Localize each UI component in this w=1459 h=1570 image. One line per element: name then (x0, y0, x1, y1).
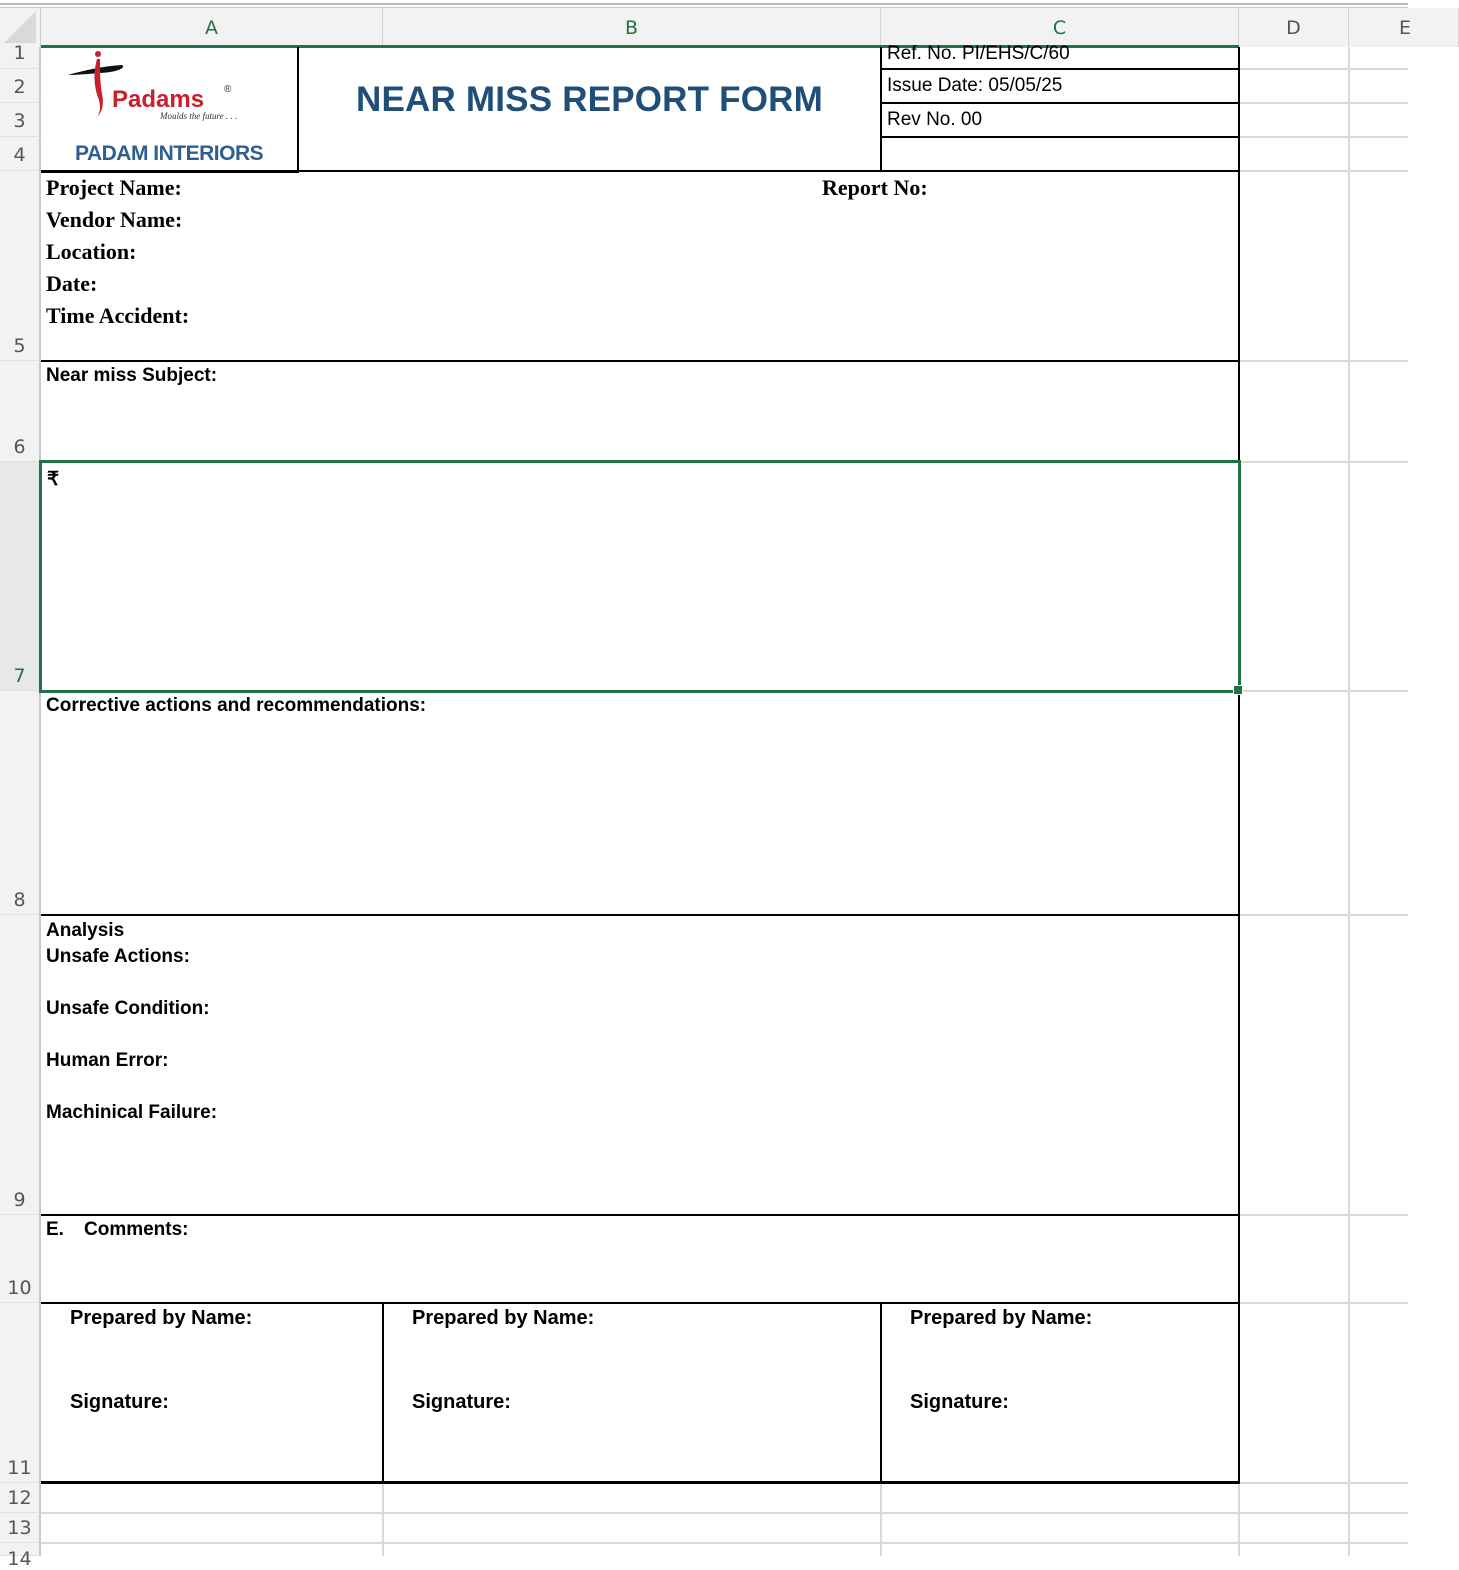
column-label: C (1052, 16, 1067, 39)
row-header-11[interactable] (0, 1303, 41, 1483)
row-header-3[interactable] (0, 103, 41, 137)
column-header-c[interactable] (881, 8, 1239, 47)
signoff-1-name-label: Prepared by Name: (70, 1307, 253, 1329)
gridline (1239, 136, 1408, 138)
report-no-label: Report No: (822, 175, 928, 200)
signoff-2-name-label: Prepared by Name: (412, 1307, 595, 1329)
analysis-heading: Analysis (46, 920, 125, 941)
gridline (382, 1483, 384, 1556)
signoff-1-signature-label: Signature: (70, 1391, 169, 1413)
row-label: 1 (13, 42, 26, 64)
date-label: Date: (46, 271, 98, 296)
logo-registered-mark: ® (224, 84, 232, 95)
row-label: 10 (7, 1277, 32, 1299)
project-name-label: Project Name: (46, 175, 182, 200)
gridline (1239, 102, 1408, 104)
gridline (1238, 1483, 1240, 1556)
meta-empty-cell[interactable] (882, 138, 1238, 170)
ref-no: Ref. No. PI/EHS/C/60 (887, 43, 1070, 64)
signoff-2-signature-label: Signature: (412, 1391, 511, 1413)
rev-no: Rev No. 00 (887, 109, 983, 130)
row-header-2[interactable] (0, 69, 41, 103)
window-top-rule (0, 3, 1408, 5)
row-header-10[interactable] (0, 1215, 41, 1303)
row-header-8[interactable] (0, 691, 41, 915)
gridline (1239, 1302, 1408, 1304)
row-label: 9 (13, 1189, 26, 1211)
row-header-14[interactable] (0, 1543, 41, 1570)
corrective-actions-label: Corrective actions and recommendations: (46, 695, 427, 716)
row-label: 7 (13, 665, 26, 687)
time-accident-label: Time Accident: (46, 303, 190, 328)
row-label: 8 (13, 889, 26, 911)
near-miss-subject-label: Near miss Subject: (46, 365, 218, 386)
logo-company-name: PADAM INTERIORS (75, 142, 264, 165)
row-label: 11 (7, 1457, 32, 1479)
column-label: E (1399, 16, 1412, 39)
logo-brand: Padams (112, 86, 205, 113)
signoff-3-signature-label: Signature: (910, 1391, 1009, 1413)
comments-prefix: E. (46, 1219, 64, 1240)
row-label: 3 (13, 110, 26, 132)
row-header-5[interactable] (0, 171, 41, 361)
comments-label: Comments: (84, 1219, 189, 1240)
row-header-13[interactable] (0, 1513, 41, 1543)
section-divider (41, 1214, 1240, 1216)
section-divider (41, 360, 1240, 362)
gridline (1239, 68, 1408, 70)
company-logo (60, 48, 280, 170)
analysis-cell[interactable] (46, 918, 217, 1126)
form-border-right (1238, 47, 1240, 1484)
column-header-a[interactable] (41, 8, 383, 47)
row-label: 13 (7, 1517, 32, 1539)
column-label: A (205, 16, 218, 39)
signoff-divider (382, 1303, 384, 1483)
signoff-divider (880, 1303, 882, 1483)
details-cell[interactable] (46, 172, 806, 332)
machinical-failure-label: Machinical Failure: (46, 1102, 218, 1123)
row-label: 6 (13, 436, 26, 458)
unsafe-actions-label: Unsafe Actions: (46, 946, 190, 967)
gridline (1239, 360, 1408, 362)
issue-date-cell[interactable] (882, 70, 1238, 102)
section-divider (41, 914, 1240, 916)
row-header-7[interactable] (0, 462, 41, 691)
form-title: NEAR MISS REPORT FORM (356, 80, 823, 119)
gridline (1239, 170, 1408, 172)
row-label: 5 (13, 335, 26, 357)
gridline (1239, 1482, 1408, 1484)
issue-date: Issue Date: 05/05/25 (887, 75, 1063, 96)
gridline (1239, 914, 1408, 916)
column-header-b[interactable] (383, 8, 881, 47)
rev-no-cell[interactable] (882, 104, 1238, 136)
row-header-4[interactable] (0, 137, 41, 171)
gridline (1239, 1214, 1408, 1216)
selected-cell[interactable] (39, 460, 1241, 693)
logo-tagline: Moulds the future . . . (160, 111, 238, 121)
gridline (1348, 47, 1350, 1556)
fill-handle[interactable] (1233, 685, 1243, 695)
row-header-9[interactable] (0, 915, 41, 1215)
vendor-name-label: Vendor Name: (46, 207, 183, 232)
row-label: 2 (13, 76, 26, 98)
row-header-12[interactable] (0, 1483, 41, 1513)
location-label: Location: (46, 239, 137, 264)
row-label: 12 (7, 1487, 32, 1509)
signoff-3-name-label: Prepared by Name: (910, 1307, 1093, 1329)
row-label: 14 (7, 1548, 32, 1570)
column-header-e[interactable] (1349, 8, 1459, 47)
unsafe-condition-label: Unsafe Condition: (46, 998, 210, 1019)
column-label: D (1286, 16, 1301, 39)
gridline (41, 1542, 1408, 1544)
column-header-d[interactable] (1239, 8, 1349, 47)
gridline (880, 1483, 882, 1556)
row-header-1[interactable] (0, 42, 41, 69)
gridline (1239, 690, 1408, 692)
gridline (41, 1512, 1408, 1514)
ref-no-cell[interactable] (882, 44, 1238, 68)
section-divider (41, 1302, 1240, 1304)
selected-cell-value: ₹ (47, 469, 60, 490)
column-label: B (624, 16, 639, 39)
human-error-label: Human Error: (46, 1050, 169, 1071)
form-border-bottom (41, 1481, 1240, 1484)
row-header-6[interactable] (0, 361, 41, 462)
gridline (1239, 461, 1408, 463)
row-label: 4 (13, 144, 26, 166)
